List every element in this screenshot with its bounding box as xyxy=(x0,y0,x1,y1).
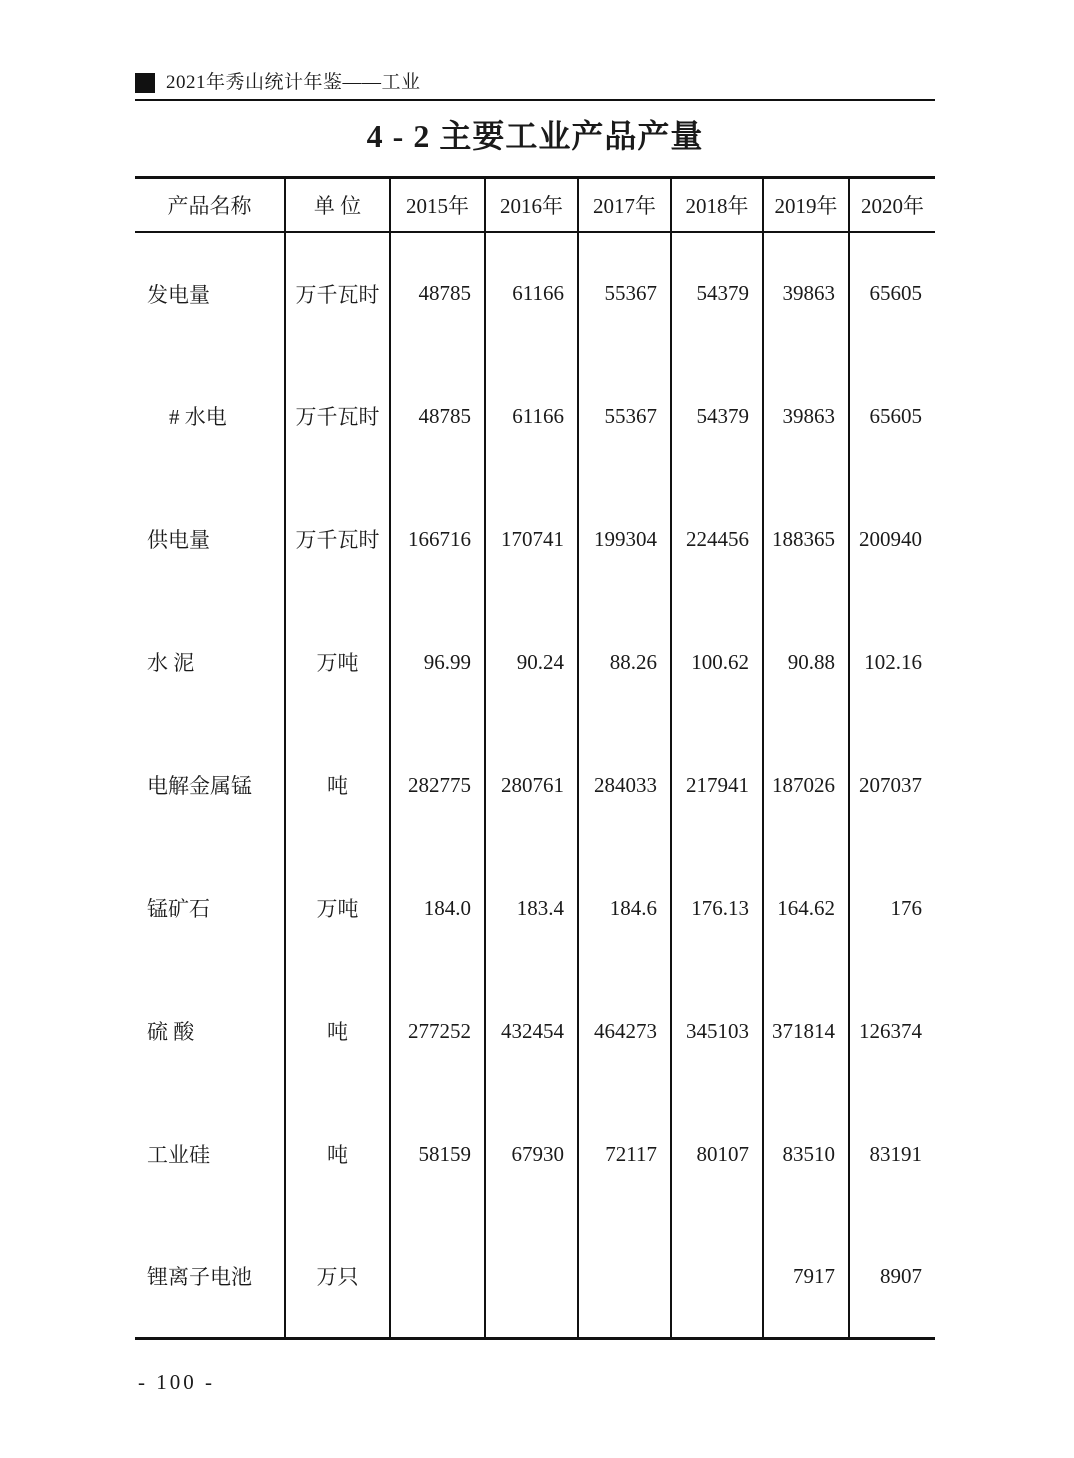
value-cell-2020: 65605 xyxy=(849,232,935,355)
value-cell-2017 xyxy=(578,1216,671,1339)
table-body xyxy=(135,232,935,1339)
unit-cell: 万吨 xyxy=(285,847,390,970)
value-cell-2017: 464273 xyxy=(578,970,671,1093)
col-header-2018: 2018年 xyxy=(671,178,763,232)
table-row xyxy=(135,1093,935,1216)
value-cell-2016: 90.24 xyxy=(485,601,578,724)
value-cell-2020: 83191 xyxy=(849,1093,935,1216)
value-cell-2016: 67930 xyxy=(485,1093,578,1216)
col-header-2015: 2015年 xyxy=(390,178,485,232)
unit-cell: 吨 xyxy=(285,1093,390,1216)
value-cell-2016: 183.4 xyxy=(485,847,578,970)
product-name-cell: 硫 酸 xyxy=(147,1020,195,1044)
table-row xyxy=(135,724,935,847)
col-header-2016: 2016年 xyxy=(485,178,578,232)
value-cell-2020: 207037 xyxy=(849,724,935,847)
product-name-cell: 电解金属锰 xyxy=(147,774,252,798)
value-cell-2015: 48785 xyxy=(390,232,485,355)
table-header xyxy=(135,178,935,232)
value-cell-2019: 90.88 xyxy=(763,601,849,724)
col-header-2017: 2017年 xyxy=(578,178,671,232)
value-cell-2019: 39863 xyxy=(763,355,849,478)
unit-cell: 万千瓦时 xyxy=(285,232,390,355)
value-cell-2016: 280761 xyxy=(485,724,578,847)
value-cell-2015: 277252 xyxy=(390,970,485,1093)
product-name-cell: 供电量 xyxy=(147,528,210,552)
table-header-row xyxy=(135,178,935,232)
value-cell-2020: 176 xyxy=(849,847,935,970)
value-cell-2016: 61166 xyxy=(485,232,578,355)
black-square-icon xyxy=(135,73,155,93)
value-cell-2015: 58159 xyxy=(390,1093,485,1216)
table-row xyxy=(135,1216,935,1339)
product-name-cell: 锰矿石 xyxy=(147,897,210,921)
value-cell-2019: 188365 xyxy=(763,478,849,601)
running-head-rule xyxy=(135,99,935,101)
value-cell-2015: 96.99 xyxy=(390,601,485,724)
unit-cell: 万千瓦时 xyxy=(285,355,390,478)
value-cell-2018: 80107 xyxy=(671,1093,763,1216)
product-name-cell: 发电量 xyxy=(147,282,210,307)
running-head xyxy=(135,70,935,96)
value-cell-2018: 100.62 xyxy=(671,601,763,724)
value-cell-2019: 187026 xyxy=(763,724,849,847)
value-cell-2015: 184.0 xyxy=(390,847,485,970)
unit-cell: 万千瓦时 xyxy=(285,478,390,601)
table-row xyxy=(135,232,935,355)
value-cell-2017: 199304 xyxy=(578,478,671,601)
value-cell-2017: 55367 xyxy=(578,232,671,355)
table-row xyxy=(135,847,935,970)
value-cell-2018 xyxy=(671,1216,763,1339)
value-cell-2017: 284033 xyxy=(578,724,671,847)
value-cell-2019: 164.62 xyxy=(763,847,849,970)
value-cell-2018: 54379 xyxy=(671,232,763,355)
value-cell-2018: 224456 xyxy=(671,478,763,601)
value-cell-2015: 282775 xyxy=(390,724,485,847)
col-header-unit: 单 位 xyxy=(285,178,390,232)
products-table xyxy=(135,176,935,1340)
value-cell-2018: 176.13 xyxy=(671,847,763,970)
col-header-product-name: 产品名称 xyxy=(135,178,285,232)
col-header-2020: 2020年 xyxy=(849,178,935,232)
value-cell-2017: 88.26 xyxy=(578,601,671,724)
product-name-cell: # 水电 xyxy=(169,405,227,429)
value-cell-2019: 7917 xyxy=(763,1216,849,1339)
value-cell-2020: 65605 xyxy=(849,355,935,478)
value-cell-2015 xyxy=(390,1216,485,1339)
value-cell-2017: 72117 xyxy=(578,1093,671,1216)
value-cell-2019: 39863 xyxy=(763,232,849,355)
value-cell-2017: 184.6 xyxy=(578,847,671,970)
unit-cell: 吨 xyxy=(285,970,390,1093)
value-cell-2018: 345103 xyxy=(671,970,763,1093)
running-head-title: 2021年秀山统计年鉴——工业 xyxy=(166,72,421,93)
table-row xyxy=(135,355,935,478)
value-cell-2019: 83510 xyxy=(763,1093,849,1216)
value-cell-2019: 371814 xyxy=(763,970,849,1093)
value-cell-2020: 126374 xyxy=(849,970,935,1093)
table-row xyxy=(135,970,935,1093)
col-header-2019: 2019年 xyxy=(763,178,849,232)
value-cell-2018: 217941 xyxy=(671,724,763,847)
value-cell-2016 xyxy=(485,1216,578,1339)
value-cell-2016: 170741 xyxy=(485,478,578,601)
product-name-cell: 锂离子电池 xyxy=(147,1265,252,1290)
value-cell-2016: 432454 xyxy=(485,970,578,1093)
page-title: 4 - 2 主要工业产品产量 xyxy=(366,118,704,154)
value-cell-2015: 166716 xyxy=(390,478,485,601)
product-name-cell: 水 泥 xyxy=(147,651,195,675)
value-cell-2020: 102.16 xyxy=(849,601,935,724)
value-cell-2016: 61166 xyxy=(485,355,578,478)
value-cell-2015: 48785 xyxy=(390,355,485,478)
page-number: - 100 - xyxy=(138,1370,215,1394)
unit-cell: 吨 xyxy=(285,724,390,847)
value-cell-2020: 200940 xyxy=(849,478,935,601)
value-cell-2020: 8907 xyxy=(849,1216,935,1339)
unit-cell: 万只 xyxy=(285,1216,390,1339)
value-cell-2018: 54379 xyxy=(671,355,763,478)
unit-cell: 万吨 xyxy=(285,601,390,724)
value-cell-2017: 55367 xyxy=(578,355,671,478)
table-row xyxy=(135,601,935,724)
product-name-cell: 工业硅 xyxy=(147,1143,210,1167)
table-row xyxy=(135,478,935,601)
